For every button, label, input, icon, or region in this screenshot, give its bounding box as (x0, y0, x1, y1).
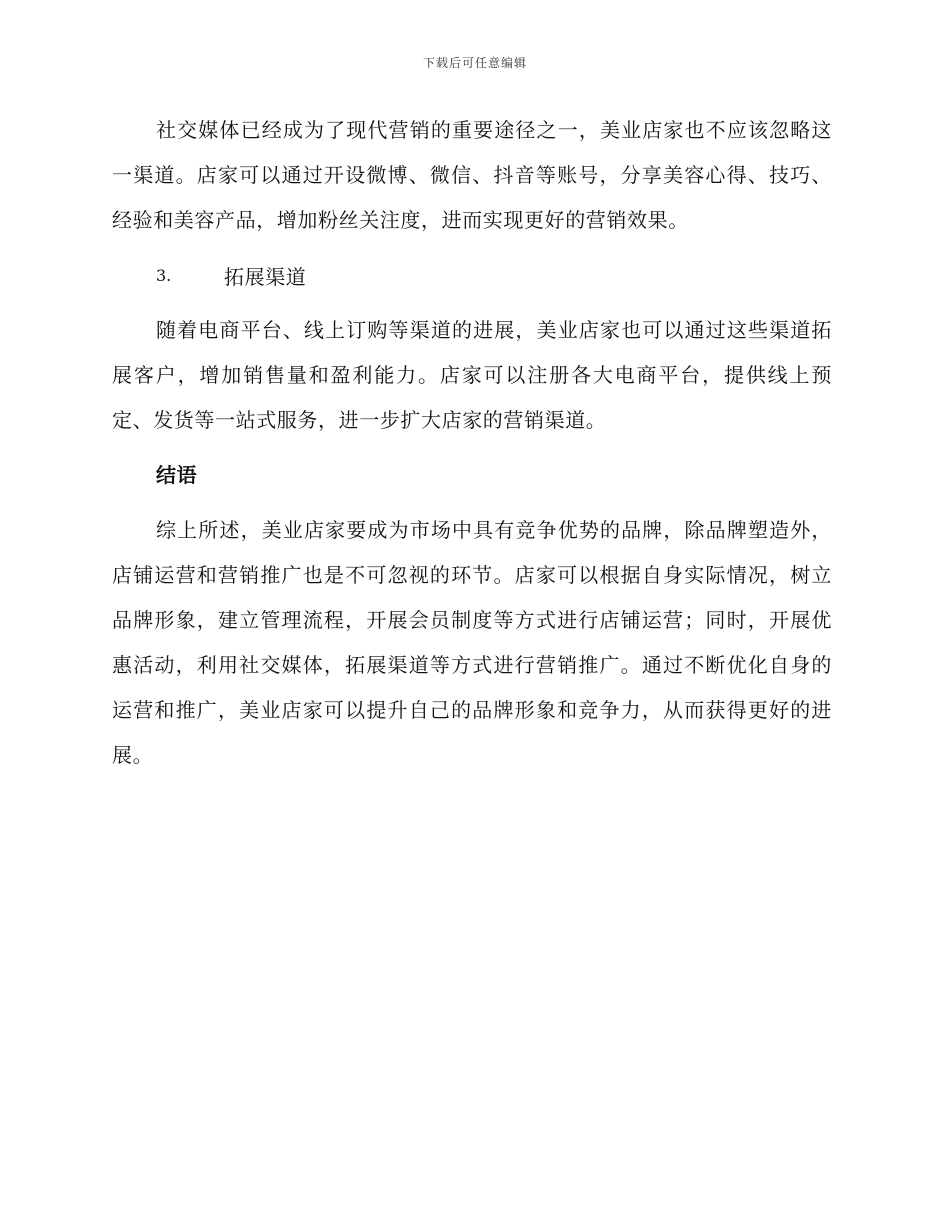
document-body (112, 108, 832, 788)
page-header-note: 下载后可任意编辑 (422, 56, 527, 70)
list-item-expand-channels (112, 253, 832, 298)
list-title: 拓展渠道 (224, 265, 307, 289)
list-number: 3. (156, 266, 172, 285)
section-heading-conclusion: 结语 (156, 463, 198, 487)
paragraph-conclusion: 综上所述，美业店家要成为市场中具有竞争优势的品牌，除品牌塑造外，店铺运营和营销推广也是不可忽视的环节。店家可以根据自身实际情况，树立品牌形象，建立管理流程，开展会员制度等方式进行店铺运营；同时，开展优惠活动，利用社交媒体，拓展渠道等方式进行营销推广。通过不断优化自身的运营和推广，美业店家可以提升自己的品牌形象和竞争力，从而获得更好的进展。 (112, 518, 832, 767)
paragraph-social-media: 社交媒体已经成为了现代营销的重要途径之一，美业店家也不应该忽略这一渠道。店家可以通过开设微博、微信、抖音等账号，分享美容心得、技巧、经验和美容产品，增加粉丝关注度，进而实现更好的营销效果。 (112, 118, 832, 232)
paragraph-channels: 随着电商平台、线上订购等渠道的进展，美业店家也可以通过这些渠道拓展客户，增加销售量和盈利能力。店家可以注册各大电商平台，提供线上预定、发货等一站式服务，进一步扩大店家的营销渠道。 (112, 318, 832, 432)
